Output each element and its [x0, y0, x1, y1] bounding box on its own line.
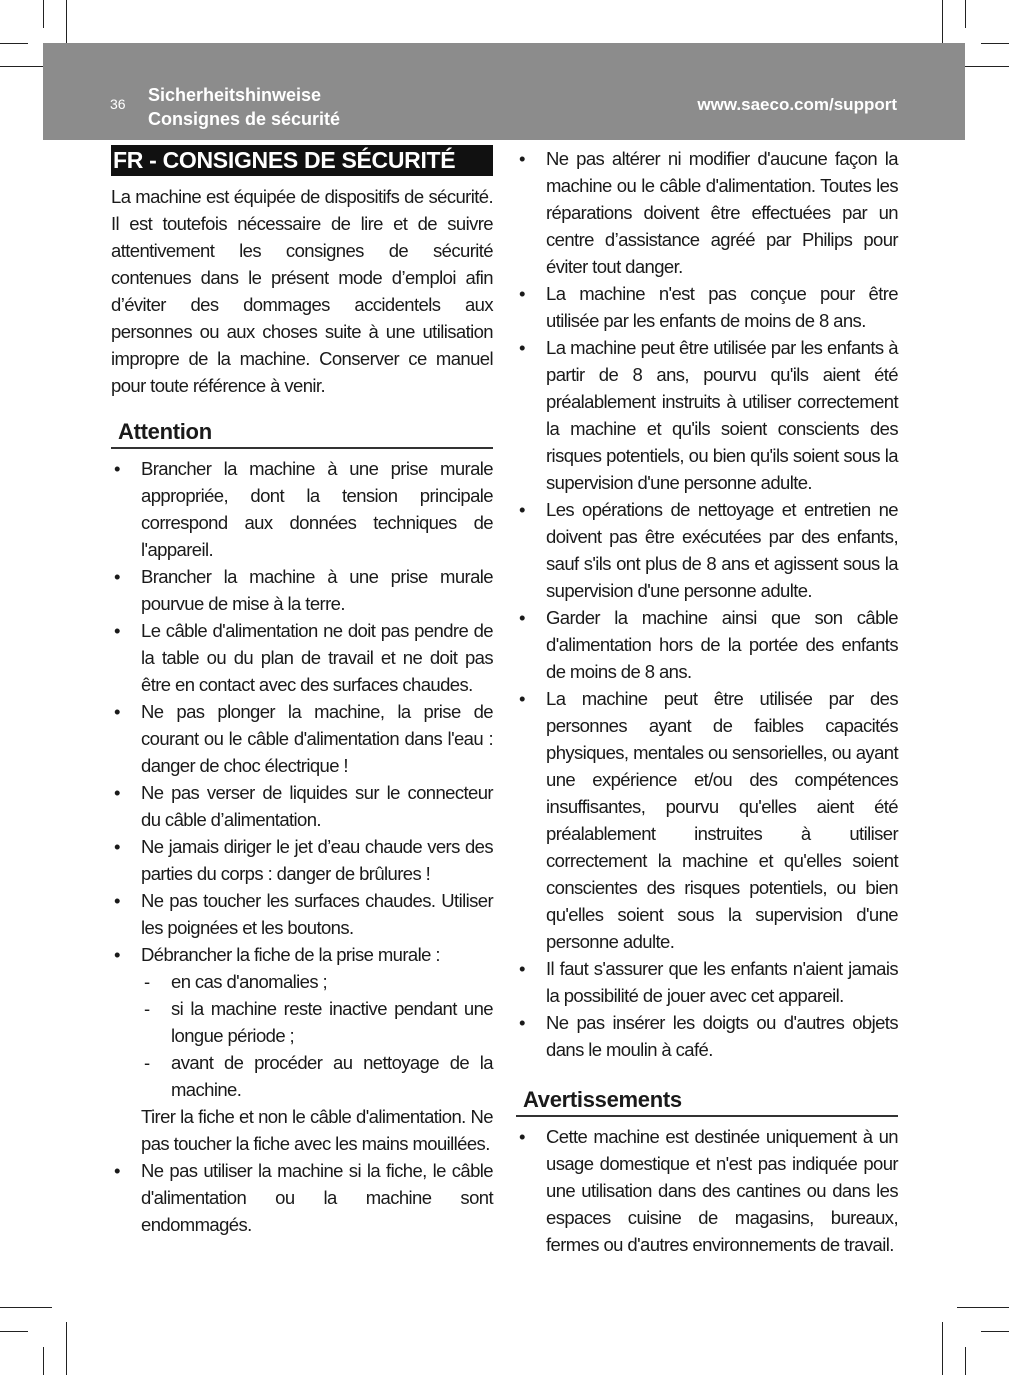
list-item: • La machine peut être utilisée par les enfants à partir de 8 ans, pourvu qu'ils aient été préalablement instruits à utiliser correctement la machine et qu'ils soient conscients des risques potentiels, ou bien qu'ils soient sous la supervision d'une personne adulte. [516, 334, 898, 496]
crop-mark [0, 1307, 52, 1308]
list-item: • Brancher la machine à une prise murale appropriée, dont la tension principale correspond aux données techniques de l'appareil. [111, 455, 493, 563]
crop-mark [66, 1322, 67, 1375]
right-column [516, 145, 898, 1258]
sub-list-item: - avant de procéder au nettoyage de la machine. [141, 1049, 493, 1103]
unplug-sub-list [141, 968, 493, 1103]
page-number: 36 [110, 96, 126, 112]
unplug-note: Tirer la fiche et non le câble d'alimentation. Ne pas toucher la fiche avec les mains mouillées. [141, 1106, 493, 1154]
crop-mark [43, 0, 44, 28]
warnings-heading: Avertissements [516, 1085, 898, 1117]
crop-mark [965, 0, 966, 28]
list-item: • La machine peut être utilisée par des personnes ayant de faibles capacités physiques, mentales ou sensorielles, ou ayant une expérience et/ou des compétences insuffisantes, pourvu qu'elles aient été préalablement instruites à utiliser correctement la machine et qu'elles soient conscientes des risques potentiels, ou bien qu'elles soient sous la supervision d'une personne adulte. [516, 685, 898, 955]
list-item: • Ne pas altérer ni modifier d'aucune façon la machine ou le câble d'alimentation. Toutes les réparations doivent être effectuées par un centre d’assistance agréé par Philips pour éviter tout danger. [516, 145, 898, 280]
list-item: • Garder la machine ainsi que son câble d'alimentation hors de la portée des enfants de moins de 8 ans. [516, 604, 898, 685]
section-title [148, 83, 340, 131]
list-item: • Ne pas verser de liquides sur le connecteur du câble d’alimentation. [111, 779, 493, 833]
list-item: • Les opérations de nettoyage et entretien ne doivent pas être exécutées par des enfants, sauf s'ils ont plus de 8 ans et agissent sous la supervision d'une personne adulte. [516, 496, 898, 604]
list-item: • La machine n'est pas conçue pour être utilisée par les enfants de moins de 8 ans. [516, 280, 898, 334]
section-title-de: Sicherheitshinweise [148, 85, 322, 105]
crop-mark [957, 1307, 1009, 1308]
sub-list-item: - en cas d'anomalies ; [141, 968, 493, 995]
attention-heading: Attention [111, 417, 493, 449]
sub-list-item: - si la machine reste inactive pendant une longue période ; [141, 995, 493, 1049]
list-item: • Ne pas plonger la machine, la prise de courant ou le câble d'alimentation dans l'eau : danger de choc électrique ! [111, 698, 493, 779]
attention-list-continued [516, 145, 898, 1063]
list-item: • Ne pas utiliser la machine si la fiche, le câble d'alimentation ou la machine sont endommagés. [111, 1157, 493, 1238]
section-title-fr: Consignes de sécurité [148, 109, 341, 129]
crop-mark [0, 43, 28, 44]
crop-mark [942, 1322, 943, 1375]
left-column [111, 145, 493, 1238]
list-item: • Brancher la machine à une prise murale pourvue de mise à la terre. [111, 563, 493, 617]
list-item: • Ne pas toucher les surfaces chaudes. Utiliser les poignées et les boutons. [111, 887, 493, 941]
list-item: • Le câble d'alimentation ne doit pas pendre de la table ou du plan de travail et ne doit pas être en contact avec des surfaces chaudes. [111, 617, 493, 698]
crop-mark [981, 43, 1009, 44]
list-item: • Il faut s'assurer que les enfants n'aient jamais la possibilité de jouer avec cet appareil. [516, 955, 898, 1009]
crop-mark [0, 1331, 28, 1332]
warnings-list [516, 1123, 898, 1258]
page-title: FR - CONSIGNES DE SÉCURITÉ [111, 145, 493, 176]
crop-mark [43, 1347, 44, 1375]
support-url: www.saeco.com/support [697, 95, 897, 114]
list-item: • Cette machine est destinée uniquement à un usage domestique et n'est pas indiquée pour une utilisation dans des cantines ou dans les espaces cuisine de magasins, bureaux, fermes ou d'autres environnements de travail. [516, 1123, 898, 1258]
list-item: • Ne jamais diriger le jet d’eau chaude vers des parties du corps : danger de brûlures ! [111, 833, 493, 887]
crop-mark [965, 1347, 966, 1375]
attention-list [111, 455, 493, 1238]
intro-paragraph: La machine est équipée de dispositifs de sécurité. Il est toutefois nécessaire de lire et de suivre attentivement les consignes de sécurité contenues dans le présent mode d’emploi afin d’éviter des dommages accidentels aux personnes ou aux choses suite à une utilisation impropre de la machine. Conserver ce manuel pour toute référence à venir. [111, 186, 493, 396]
crop-mark [981, 1331, 1009, 1332]
unplug-lead: Débrancher la fiche de la prise murale : [141, 944, 440, 965]
list-item-unplug [111, 941, 493, 1157]
list-item: • Ne pas insérer les doigts ou d'autres objets dans le moulin à café. [516, 1009, 898, 1063]
